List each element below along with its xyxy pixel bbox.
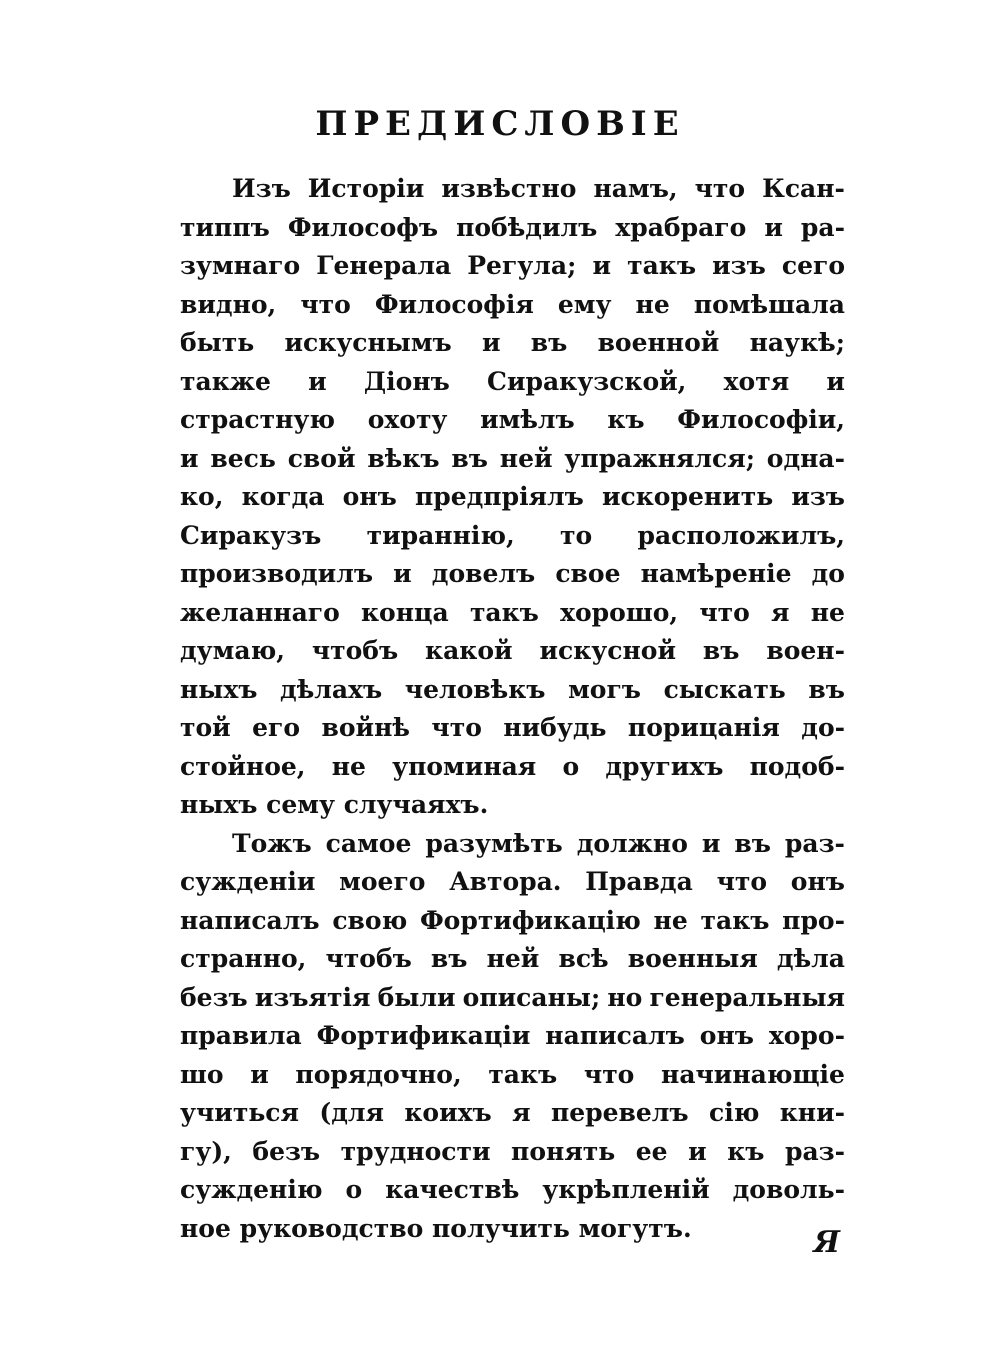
- word: про-: [782, 905, 845, 935]
- word: изъ: [791, 482, 845, 511]
- word: сужденію: [180, 1175, 323, 1204]
- word: когда: [241, 482, 325, 511]
- word: сію: [708, 1098, 760, 1127]
- word: конца: [361, 597, 449, 627]
- word: одна-: [766, 443, 845, 473]
- word: Автора.: [449, 867, 562, 896]
- text-line: [180, 825, 845, 864]
- word: хотя: [723, 366, 790, 396]
- word: тираннію,: [366, 520, 515, 550]
- word: перевелъ: [550, 1098, 689, 1127]
- word: кни-: [779, 1098, 845, 1127]
- text-line: [180, 170, 845, 209]
- text-line: [180, 1133, 845, 1172]
- word: что: [431, 713, 482, 742]
- text-line: [180, 671, 845, 710]
- word: что: [694, 174, 746, 203]
- word: довелъ: [431, 559, 536, 588]
- word: ее: [635, 1136, 668, 1166]
- text-line: [180, 324, 845, 363]
- word: сего: [781, 251, 845, 280]
- text-line: [180, 517, 845, 556]
- word: понять: [511, 1136, 616, 1166]
- word: раз-: [784, 1136, 845, 1166]
- word: правила: [180, 1021, 302, 1050]
- preface-body: [180, 170, 845, 1248]
- word: что: [583, 1059, 635, 1089]
- word: желаннаго: [180, 597, 340, 627]
- catchword: Я: [813, 1225, 840, 1260]
- word: моего: [339, 867, 426, 896]
- word: дѣла: [776, 944, 845, 973]
- word: нибудь: [503, 713, 607, 742]
- text-line: [180, 209, 845, 248]
- word: ней: [499, 443, 553, 473]
- word: хорошо,: [560, 597, 679, 627]
- word: типпъ: [180, 212, 270, 242]
- word: Правда: [585, 867, 693, 896]
- word: какой: [425, 636, 513, 665]
- word: быть: [180, 328, 255, 357]
- text-line: [180, 1094, 845, 1133]
- word: другихъ: [605, 751, 724, 781]
- word: той: [180, 713, 231, 742]
- word: гу),: [180, 1136, 232, 1166]
- word: искусной: [539, 636, 677, 665]
- word: въ: [530, 328, 568, 357]
- word: и: [688, 1136, 707, 1166]
- word: военной: [597, 328, 720, 357]
- word: видно,: [180, 289, 277, 319]
- word: человѣкъ: [404, 674, 546, 704]
- word: Тожъ: [232, 828, 312, 858]
- word: и: [701, 828, 721, 858]
- word: сыскать: [663, 674, 786, 704]
- word: въ: [808, 674, 845, 704]
- word: упоминая: [392, 751, 537, 781]
- text-line: [180, 748, 845, 787]
- word: ему: [557, 289, 612, 319]
- word: чтобъ: [325, 944, 412, 973]
- word: ра-: [800, 212, 845, 242]
- word: (для: [319, 1098, 384, 1127]
- word: стойное,: [180, 751, 306, 781]
- word: думаю,: [180, 636, 285, 665]
- text-line: [180, 1056, 845, 1095]
- word: не: [810, 597, 845, 627]
- word: въ: [430, 944, 468, 973]
- text-line: [180, 902, 845, 941]
- word: то: [560, 520, 593, 550]
- word: до-: [801, 713, 845, 742]
- word: Фортификаціи: [316, 1021, 531, 1050]
- word: Ксан-: [762, 174, 845, 203]
- word: такъ: [627, 251, 696, 280]
- text-line: ныхъ сему случаяхъ.: [180, 790, 489, 819]
- word: искоренить: [601, 482, 774, 511]
- word: Изъ: [232, 174, 291, 203]
- word: безъ: [180, 982, 248, 1012]
- word: до: [811, 559, 845, 588]
- word: ныхъ: [180, 674, 258, 704]
- word: что: [699, 597, 750, 627]
- word: намѣреніе: [640, 559, 792, 588]
- word: помѣшала: [693, 289, 845, 319]
- word: въ: [702, 636, 740, 665]
- word: такъ: [488, 1059, 558, 1089]
- word: трудности: [340, 1136, 491, 1166]
- word: Діонъ: [363, 366, 450, 396]
- text-line: [180, 940, 845, 979]
- word: предпріялъ: [414, 482, 584, 511]
- word: воен-: [766, 636, 845, 665]
- word: свою: [332, 905, 408, 935]
- word: охоту: [367, 405, 448, 434]
- word: ней: [486, 944, 540, 973]
- word: Фортификацію: [419, 905, 641, 935]
- word: я: [771, 597, 790, 627]
- word: могъ: [568, 674, 641, 704]
- text-line: [180, 401, 845, 440]
- word: вѣкъ: [367, 443, 440, 473]
- word: такъ: [469, 597, 539, 627]
- word: Философъ: [287, 212, 439, 242]
- word: онъ: [342, 482, 397, 511]
- word: расположилъ,: [637, 520, 845, 550]
- text-line: [180, 478, 845, 517]
- word: порицанія: [627, 713, 780, 742]
- word: Философіи,: [677, 405, 845, 434]
- word: Исторіи: [307, 174, 425, 203]
- word: написалъ: [545, 1021, 685, 1050]
- word: такъ: [700, 905, 770, 935]
- text-line: [180, 1017, 845, 1056]
- word: весь: [210, 443, 276, 473]
- word: и: [250, 1059, 269, 1089]
- word: также: [180, 366, 271, 396]
- word: въ: [451, 443, 488, 473]
- word: подоб-: [749, 751, 845, 781]
- word: побѣдилъ: [456, 212, 598, 242]
- word: Сиракузской,: [487, 366, 687, 396]
- text-line: [180, 440, 845, 479]
- word: Регула;: [467, 251, 577, 280]
- text-line: [180, 1171, 845, 1210]
- word: онъ: [699, 1021, 754, 1050]
- word: безъ: [252, 1136, 321, 1166]
- word: имѣлъ: [480, 405, 575, 434]
- word: самое: [325, 828, 412, 858]
- word: и: [764, 212, 783, 242]
- word: раз-: [784, 828, 845, 858]
- word: разумѣть: [425, 828, 563, 858]
- word: учиться: [180, 1098, 299, 1127]
- word: написалъ: [180, 905, 320, 935]
- word: всѣ: [558, 944, 609, 973]
- word: я: [512, 1098, 531, 1127]
- word: о: [345, 1175, 363, 1204]
- word: войнѣ: [321, 713, 410, 742]
- word: дѣлахъ: [280, 674, 383, 704]
- word: къ: [607, 405, 645, 434]
- word: извѣстно: [441, 174, 577, 203]
- word: чтобъ: [311, 636, 399, 665]
- word: что: [300, 289, 351, 319]
- word: и: [180, 443, 199, 473]
- word: намъ,: [593, 174, 678, 203]
- word: были: [377, 982, 456, 1012]
- word: Генерала: [316, 251, 452, 280]
- word: ко,: [180, 482, 224, 511]
- word: и: [308, 366, 327, 396]
- text-line: [180, 555, 845, 594]
- word: и: [592, 251, 611, 280]
- word: и: [826, 366, 845, 396]
- word: онъ: [790, 867, 845, 896]
- text-line: [180, 594, 845, 633]
- text-line: [180, 247, 845, 286]
- word: качествѣ: [385, 1175, 520, 1204]
- word: начинающіе: [661, 1059, 845, 1089]
- page-title: ПРЕДИСЛОВІЕ: [315, 104, 685, 144]
- word: въ: [734, 828, 771, 858]
- word: странно,: [180, 944, 307, 973]
- word: изъятія: [254, 982, 371, 1012]
- word: страстную: [180, 405, 336, 434]
- word: къ: [727, 1136, 765, 1166]
- word: упражнялся;: [564, 443, 755, 473]
- text-line: [180, 363, 845, 402]
- text-line: [180, 863, 845, 902]
- word: что: [716, 867, 768, 896]
- word: порядочно,: [295, 1059, 462, 1089]
- text-line: [180, 632, 845, 671]
- text-line: [180, 286, 845, 325]
- word: и: [481, 328, 501, 357]
- word: сужденіи: [180, 867, 316, 896]
- word: не: [635, 289, 670, 319]
- word: шо: [180, 1059, 224, 1089]
- word: Сиракузъ: [180, 520, 322, 550]
- word: изъ: [712, 251, 766, 280]
- word: но: [607, 982, 643, 1012]
- word: свой: [287, 443, 356, 473]
- word: Философія: [374, 289, 534, 319]
- word: зумнаго: [180, 251, 301, 280]
- word: не: [331, 751, 366, 781]
- text-line: [180, 979, 845, 1018]
- word: храбраго: [615, 212, 747, 242]
- word: и: [393, 559, 412, 588]
- word: генеральныя: [649, 982, 845, 1012]
- word: искуснымъ: [284, 328, 452, 357]
- word: укрѣпленій: [542, 1175, 710, 1204]
- word: не: [653, 905, 688, 935]
- word: должно: [576, 828, 688, 858]
- word: наукѣ;: [749, 328, 845, 357]
- word: коихъ: [404, 1098, 492, 1127]
- word: свое: [555, 559, 621, 588]
- word: военныя: [627, 944, 758, 973]
- word: описаны;: [462, 982, 601, 1012]
- text-line: ное руководство получить могутъ.: [180, 1213, 692, 1243]
- word: его: [252, 713, 301, 742]
- text-line: [180, 709, 845, 748]
- word: о: [562, 751, 580, 781]
- word: производилъ: [180, 559, 374, 588]
- word: доволь-: [732, 1175, 845, 1204]
- word: хоро-: [768, 1021, 845, 1050]
